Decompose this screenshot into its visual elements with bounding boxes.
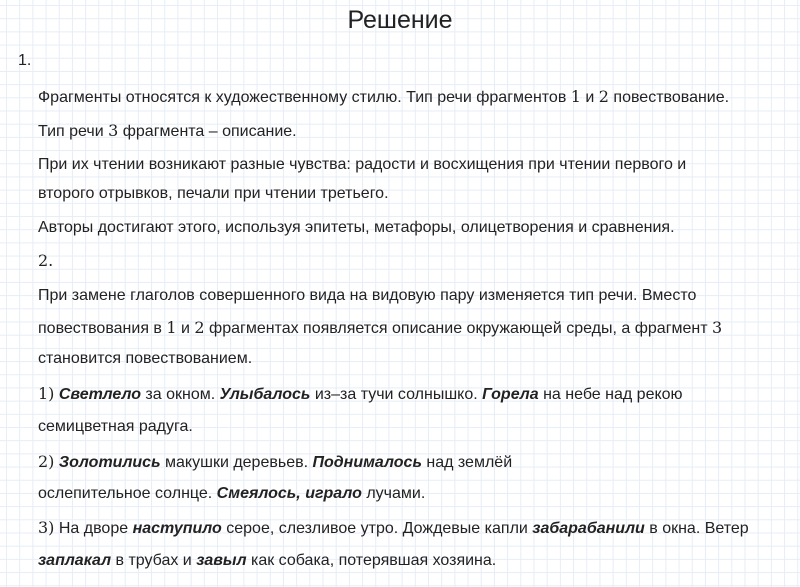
text: и	[176, 320, 195, 337]
verb: завыл	[196, 552, 247, 569]
text-line	[38, 484, 425, 504]
text: над землёй	[421, 454, 513, 471]
verb: Светлело	[58, 386, 141, 403]
text-line: Авторы достигают этого, используя эпитеты, метафоры, олицетворения и сравнения.	[38, 219, 675, 236]
text: как собака, потерявшая хозяина.	[246, 552, 497, 569]
example-number: 1)	[38, 384, 55, 403]
text-line: второго отрывков, печали при чтении третьего.	[38, 185, 389, 202]
example-number: 3)	[38, 518, 55, 537]
text-line	[38, 318, 722, 339]
number: 3	[108, 121, 119, 140]
text: в трубах и	[111, 552, 197, 569]
text: фрагмента – описание.	[118, 123, 297, 140]
text: Тип речи	[38, 123, 109, 140]
verb: Золотились	[58, 454, 161, 471]
verb: Смеялось, играло	[216, 485, 362, 502]
number: 3	[712, 318, 723, 337]
example-3	[38, 518, 749, 539]
text-line	[38, 121, 297, 142]
verb: наступило	[132, 520, 222, 537]
verb: заплакал	[38, 552, 112, 569]
text: в окна. Ветер	[644, 520, 749, 537]
text: фрагментах появляется описание окружающей среды, а фрагмент	[204, 320, 713, 337]
item-number-2: 2.	[38, 251, 54, 270]
number: 1	[570, 87, 581, 106]
number: 2	[598, 87, 609, 106]
text: На дворе	[54, 520, 133, 537]
example-number: 2)	[38, 452, 55, 471]
text: повествование.	[608, 89, 730, 106]
text-line: При замене глаголов совершенного вида на видовую пару изменяется тип речи. Вместо	[38, 287, 697, 304]
text-line: При их чтении возникают разные чувства: радости и восхищения при чтении первого и	[38, 156, 687, 173]
page-title: Решение	[347, 6, 453, 34]
example-2	[38, 452, 512, 473]
number: 1	[166, 318, 177, 337]
example-1	[38, 384, 683, 405]
text: Фрагменты относятся к художественному стилю. Тип речи фрагментов	[38, 89, 571, 106]
text: ослепительное солнце.	[38, 485, 217, 502]
text: повествования в	[38, 320, 167, 337]
verb: Горела	[482, 386, 539, 403]
text-line: становится повествованием.	[38, 350, 253, 367]
text-line	[38, 551, 496, 571]
text-line	[38, 87, 729, 108]
number: 2	[194, 318, 205, 337]
text: серое, слезливое утро. Дождевые капли	[221, 520, 533, 537]
text: и	[580, 89, 599, 106]
text: за окном.	[140, 386, 220, 403]
text-line: семицветная радуга.	[38, 418, 193, 435]
text: лучами.	[361, 485, 426, 502]
item-number-1: 1.	[18, 52, 32, 69]
text: на небе над рекою	[538, 386, 683, 403]
text: макушки деревьев.	[160, 454, 313, 471]
verb: Поднималось	[312, 454, 422, 471]
verb: забарабанили	[532, 520, 645, 537]
verb: Улыбалось	[219, 386, 311, 403]
text: из–за тучи солнышко.	[310, 386, 483, 403]
